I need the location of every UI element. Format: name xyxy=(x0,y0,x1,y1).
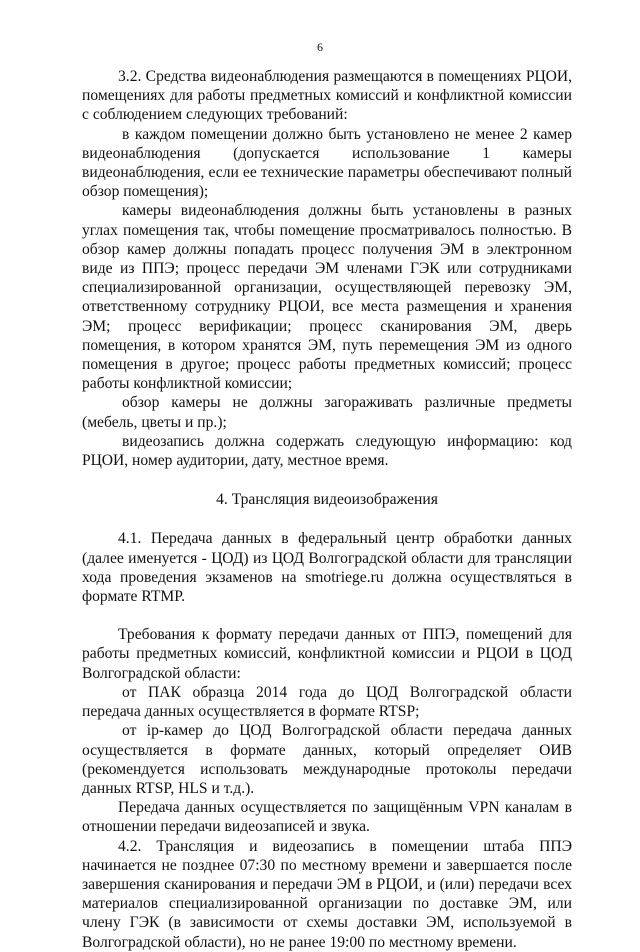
list-item: от ip-камер до ЦОД Волгоградской области передача данных осуществляется в формате данных, который определяет ОИВ (рекомендуется использовать международные протоколы передачи данных RTSP, HLS и т.д.). xyxy=(82,722,572,797)
paragraph-3-2: 3.2. Средства видеонаблюдения размещаются в помещениях РЦОИ, помещениях для работы предметных комиссий и конфликтной комиссии с соблюдением следующих требований: xyxy=(82,68,572,124)
list-item: обзор камеры не должны загораживать различные предметы (мебель, цветы и пр.); xyxy=(82,394,572,431)
list-item: камеры видеонаблюдения должны быть установлены в разных углах помещения так, чтобы помещение просматривалось полностью. В обзор камер должны попадать процесс получения ЭМ в электронном виде из ППЭ; процесс передачи ЭМ членами ГЭК или сотрудниками специализированной организации, осуществляющей перевозку ЭМ, ответственному сотруднику РЦОИ, все места размещения и хранения ЭМ; процесс верификации; процесс сканирования ЭМ, дверь помещения, в котором хранятся ЭМ, путь перемещения ЭМ из одного помещения в другое; процесс работы предметных комиссий; процесс работы конфликтной комиссии; xyxy=(82,202,572,393)
document-body xyxy=(82,67,572,952)
paragraph-4-1: 4.1. Передача данных в федеральный центр обработки данных (далее именуется - ЦОД) из ЦОД Волгоградской области для трансляции хода проведения экзаменов на smotriege.ru должна осуществляться в формате RTMP. xyxy=(82,530,572,606)
paragraph-requirements: Требования к формату передачи данных от ППЭ, помещений для работы предметных комиссий, конфликтной комиссии и РЦОИ в ЦОД Волгоградской области: xyxy=(82,626,572,682)
list-item: от ПАК образца 2014 года до ЦОД Волгоградской области передача данных осуществляется в формате RTSP; xyxy=(82,683,572,721)
paragraph-4-2: 4.2. Трансляция и видеозапись в помещении штаба ППЭ начинается не позднее 07:30 по местному времени и завершается после завершения сканирования и передачи ЭМ в РЦОИ, и (или) передачи всех материалов специализированной организации по доставке ЭМ, или члену ГЭК (в зависимости от схемы доставки ЭМ, используемой в Волгоградской области), но не ранее 19:00 по местному времени. xyxy=(82,837,572,951)
section-heading: 4. Трансляция видеоизображения xyxy=(216,491,438,509)
list-item: видеозапись должна содержать следующую информацию: код РЦОИ, номер аудитории, дату, местное время. xyxy=(82,432,572,470)
paragraph-vpn: Передача данных осуществляется по защищённым VPN каналам в отношении передачи видеозаписей и звука. xyxy=(82,799,572,836)
list-item: в каждом помещении должно быть установлено не менее 2 камер видеонаблюдения (допускается использование 1 камеры видеонаблюдения, если ее технические параметры обеспечивают полный обзор помещения); xyxy=(82,125,572,201)
page-number: 6 xyxy=(317,40,323,54)
